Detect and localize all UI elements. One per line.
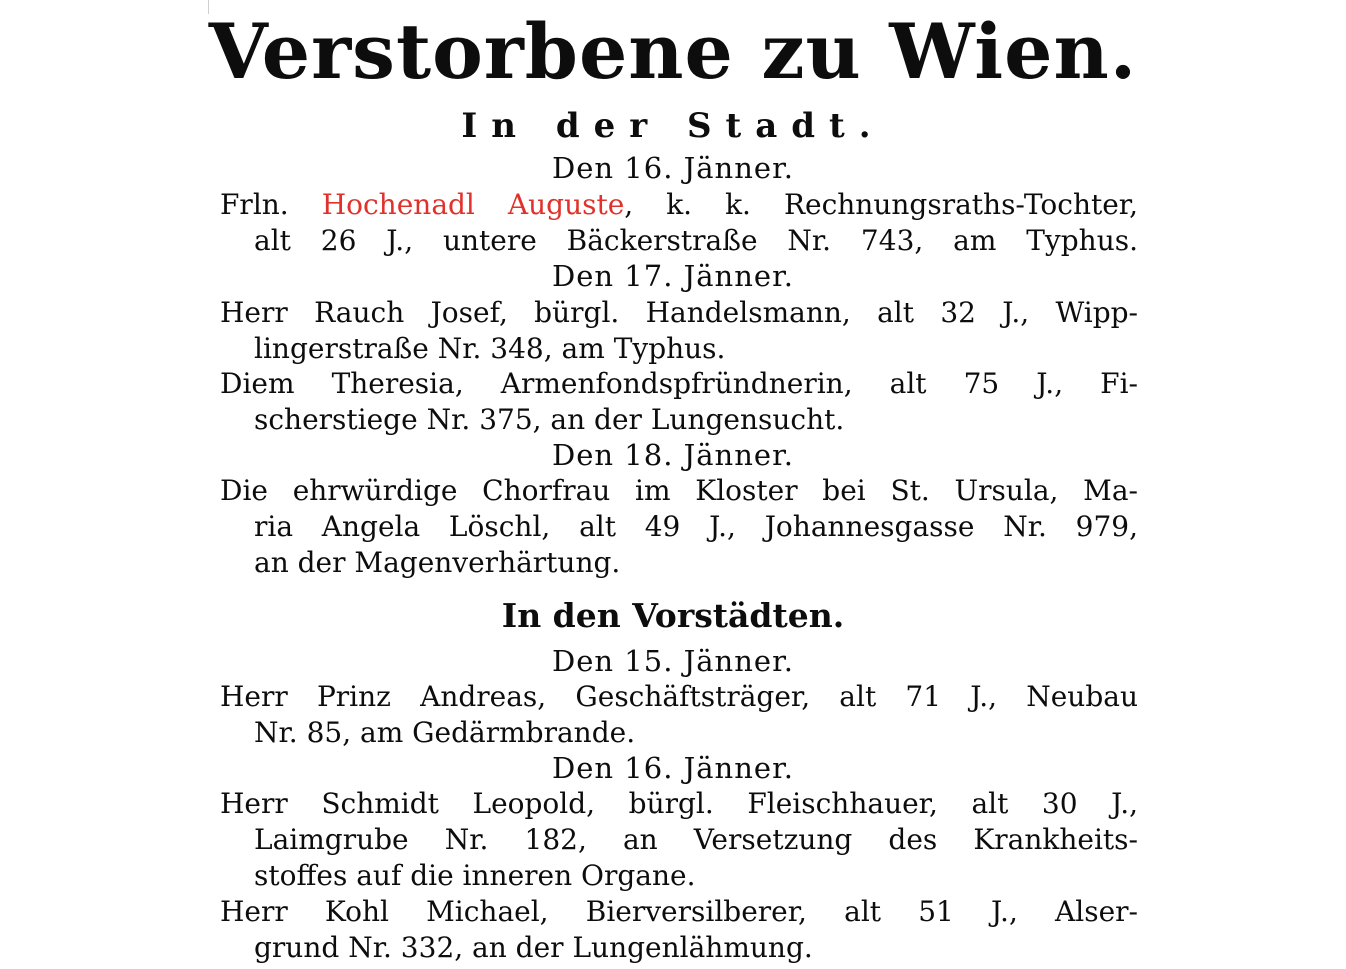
- page-title: Verstorbene zu Wien.: [208, 7, 1138, 96]
- entry-text: Frln.: [220, 188, 322, 221]
- section-heading-suburbs: In den Vorstädten.: [501, 596, 845, 635]
- entry-line: Diem Theresia, Armenfondspfründnerin, alt 75 J., Fi-: [220, 367, 1138, 400]
- entry-text: , k. k. Rechnungsraths-Tochter,: [624, 188, 1138, 221]
- entry-line: [220, 187, 1138, 223]
- death-notice-entry: [220, 679, 1138, 751]
- death-notice-entry: [220, 187, 1138, 259]
- entry-line: Herr Kohl Michael, Bierversilberer, alt 51 J., Alser-: [220, 895, 1138, 928]
- entry-line: stoffes auf die inneren Organe.: [254, 859, 696, 892]
- entry-line: ria Angela Löschl, alt 49 J., Johannesgasse Nr. 979,: [254, 510, 1138, 543]
- entry-line: Nr. 85, am Gedärmbrande.: [254, 716, 636, 749]
- highlighted-name: Hochenadl Auguste: [321, 188, 625, 221]
- entry-line: grund Nr. 332, an der Lungenlähmung.: [254, 931, 813, 964]
- entry-line: Herr Schmidt Leopold, bürgl. Fleischhauer, alt 30 J.,: [220, 787, 1138, 820]
- date-heading: Den 15. Jänner.: [552, 644, 794, 678]
- entry-line: scherstiege Nr. 375, an der Lungensucht.: [254, 403, 845, 436]
- entry-line: lingerstraße Nr. 348, am Typhus.: [254, 332, 726, 365]
- entry-line: Herr Prinz Andreas, Geschäftsträger, alt 71 J., Neubau: [220, 680, 1138, 713]
- entry-line: alt 26 J., untere Bäckerstraße Nr. 743, am Typhus.: [254, 224, 1138, 257]
- date-heading: Den 16. Jänner.: [552, 751, 794, 785]
- death-notice-entry: [220, 894, 1138, 966]
- death-notice-entry: [220, 295, 1138, 367]
- entry-line: Die ehrwürdige Chorfrau im Kloster bei St. Ursula, Ma-: [220, 474, 1138, 507]
- entry-line: Laimgrube Nr. 182, an Versetzung des Krankheits-: [254, 823, 1138, 856]
- death-notice-entry: [220, 473, 1138, 581]
- entry-line: Herr Rauch Josef, bürgl. Handelsmann, alt 32 J., Wipp-: [220, 296, 1138, 329]
- date-heading: Den 16. Jänner.: [552, 151, 794, 185]
- entry-line: an der Magenverhärtung.: [254, 546, 621, 579]
- section-heading-city: In der Stadt.: [461, 106, 885, 146]
- date-heading: Den 17. Jänner.: [552, 259, 794, 293]
- date-heading: Den 18. Jänner.: [552, 438, 794, 472]
- death-notice-entry: [220, 366, 1138, 438]
- death-notice-entry: [220, 786, 1138, 894]
